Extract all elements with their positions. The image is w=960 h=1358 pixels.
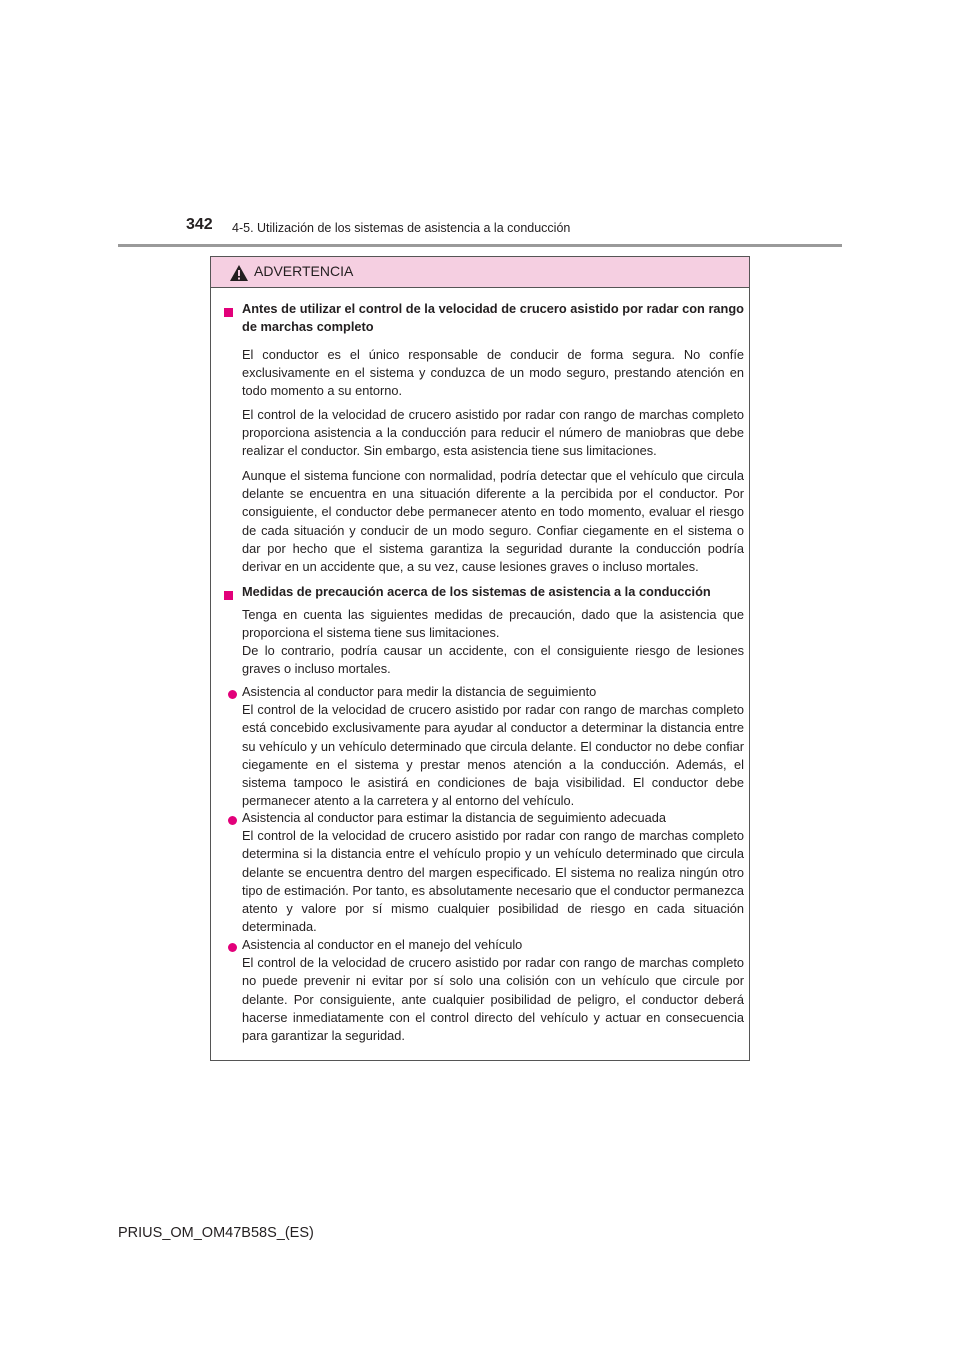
bullet-text: El control de la velocidad de crucero asistido por radar con rango de marchas completo no puede prevenir ni evitar por sí solo una colisión con un vehículo que circule por delante. Por consiguiente, ante cualquier posibilidad de peligro, el conductor deberá hacerse inmediatamente con el control directo del vehículo y actuar en consecuencia para garantizar la seguridad. <box>242 955 744 1044</box>
warning-title: ADVERTENCIA <box>254 263 354 279</box>
bullet-item <box>242 809 744 936</box>
warning-header <box>211 257 749 288</box>
document-code: PRIUS_OM_OM47B58S_(ES) <box>118 1225 314 1241</box>
bullet-item <box>242 936 744 1045</box>
bullet-title: Asistencia al conductor para medir la distancia de seguimiento <box>242 684 597 699</box>
bullet-item <box>242 683 744 810</box>
circle-bullet-icon <box>228 690 237 699</box>
paragraph: De lo contrario, podría causar un accidente, con el consiguiente riesgo de lesiones graves o incluso mortales. <box>242 643 744 677</box>
bullet-text: El control de la velocidad de crucero asistido por radar con rango de marchas completo está concebido exclusivamente para ayudar al conductor a determinar la distancia entre su vehículo y un vehículo determinado que circula delante. El conductor no debe confiar ciegamente en el sistema y prestar menos atención a la conducción. Además, el sistema tampoco le asistirá en condiciones de baja visibilidad. El conductor debe permanecer atento a la carretera y al entorno del vehículo. <box>242 702 744 809</box>
section-title: 4-5. Utilización de los sistemas de asistencia a la conducción <box>232 221 571 235</box>
warning-box <box>210 256 750 1061</box>
paragraph: El control de la velocidad de crucero asistido por radar con rango de marchas completo proporciona asistencia a la conducción para reducir el número de maniobras que debe realizar el conductor. Sin embargo, esta asistencia tiene sus limitaciones. <box>242 407 744 459</box>
warning-triangle-icon <box>229 264 249 282</box>
circle-bullet-icon <box>228 943 237 952</box>
square-bullet-icon <box>224 308 233 317</box>
paragraph: Aunque el sistema funcione con normalidad, podría detectar que el vehículo que circula delante se encuentra en una situación diferente a la percibida por el conductor. Por consiguiente, el conductor debe permanecer atento en todo momento, evaluar el riesgo de cada situación y conducir de un modo seguro. Confiar ciegamente en el sistema o dar por hecho que el sistema garantiza la seguridad durante la conducción podría derivar en un accidente que, a su vez, cause lesiones graves o incluso mortales. <box>242 468 744 575</box>
bullet-title: Asistencia al conductor en el manejo del vehículo <box>242 937 523 952</box>
page-number: 342 <box>186 216 213 233</box>
paragraph: Tenga en cuenta las siguientes medidas de precaución, dado que la asistencia que proporciona el sistema tiene sus limitaciones. <box>242 607 744 641</box>
section-heading: Medidas de precaución acerca de los sistemas de asistencia a la conducción <box>242 584 711 599</box>
square-bullet-icon <box>224 591 233 600</box>
paragraph: El conductor es el único responsable de conducir de forma segura. No confíe exclusivamente en el sistema y conduzca de un modo seguro, prestando atención en todo momento a su entorno. <box>242 347 744 399</box>
header-rule <box>118 244 842 247</box>
bullet-title: Asistencia al conductor para estimar la distancia de seguimiento adecuada <box>242 810 666 825</box>
section-heading: Antes de utilizar el control de la velocidad de crucero asistido por radar con rango de marchas completo <box>242 301 744 335</box>
bullet-text: El control de la velocidad de crucero asistido por radar con rango de marchas completo determina si la distancia entre el vehículo propio y un vehículo determinado que circula delante se encuentra dentro del margen especificado. El sistema no realiza ningún otro tipo de estimación. Por tanto, es absolutamente necesario que el conductor permanezca atento y valore por sí mismo cualquier posibilidad de riesgo en cada situación determinada. <box>242 828 744 935</box>
circle-bullet-icon <box>228 816 237 825</box>
